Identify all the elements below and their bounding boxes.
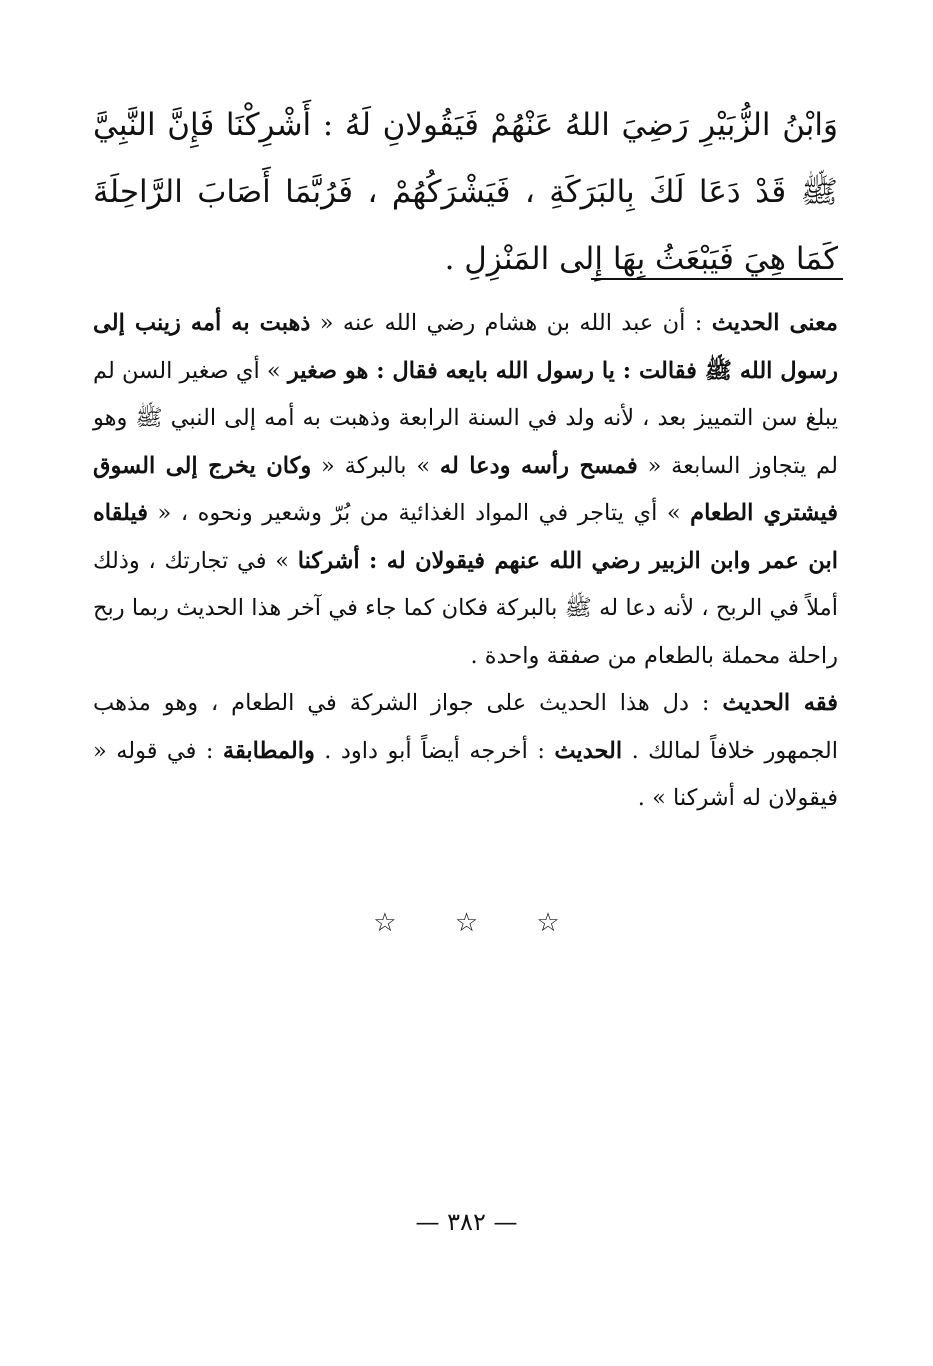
meaning-heading: معنى الحديث [711,310,838,336]
footnote-separator [591,278,843,280]
meaning-text-4: » أي يتاجر في المواد الغذائية من بُرّ وشعير ونحوه ، « [148,500,691,526]
correspondence-heading: والمطابقة [222,737,315,764]
hadith-body: وَابْنُ الزُّبَيْرِ رَضِيَ اللهُ عَنْهُمْ فَيَقُولانِ لَهُ : أَشْرِكْنَا فَإِنَّ النَّبِيَّ ﷺ قَدْ دَعَا لَكَ بِالبَرَكَةِ ، فَيَشْرَكُهُمْ ، فَرُبَّمَا أَصَابَ الرَّاحِلَةَ كَمَا هِيَ فَيَبْعَثُ بِهَا إِلى المَنْزِلِ . [93,107,838,277]
fiqh-paragraph [93,680,838,823]
fiqh-text-2: : أخرجه أيضاً أبو داود . [314,737,555,764]
section-divider-stars [0,908,933,938]
meaning-text-5: » في تجارتك ، وذلك أملاً في الربح ، لأنه دعا له ﷺ بالبركة فكان كما جاء في آخر هذا الحديث ربما ربح راحلة محملة بالطعام من صفقة واحدة . [93,547,838,669]
fiqh-sep: : [688,690,723,716]
meaning-text-1: أن عبد الله بن هشام رضي الله عنه « [310,310,686,336]
meaning-quote-1: ذهبت به أمه زينب إلى رسول الله ﷺ فقالت : يا رسول الله بايعه فقال : هو صغير [93,310,838,384]
commentary [93,300,838,823]
star-icon: ☆ [536,908,560,938]
hadith-text [93,92,838,293]
fiqh-text-1: دل هذا الحديث على جواز الشركة في الطعام ، وهو مذهب الجمهور خلافاً لمالك . [93,690,838,764]
meaning-paragraph [93,300,838,680]
star-icon: ☆ [373,908,397,938]
fiqh-text-3: : في قوله « فيقولان له أشركنا » . [93,737,838,811]
star-icon: ☆ [454,908,479,938]
meaning-text-2: » أي صغير السن لم يبلغ سن التمييز بعد ، لأنه ولد في السنة الرابعة وذهبت به أمه إلى النبي ﷺ وهو لم يتجاوز السابعة « [93,357,838,479]
hadith-source-heading: الحديث [554,737,623,764]
meaning-quote-4: فيلقاه ابن عمر وابن الزبير رضي الله عنهم فيقولان له : أشركنا [93,500,838,574]
meaning-sep: : [685,310,712,336]
meaning-quote-2: فمسح رأسه ودعا له [439,452,638,479]
meaning-text-3: » بالبركة « [311,452,440,479]
fiqh-heading: فقه الحديث [722,690,838,716]
page-number: — ٣٨٢ — [415,1208,518,1236]
meaning-quote-3: وكان يخرج إلى السوق فيشتري الطعام [93,452,838,526]
